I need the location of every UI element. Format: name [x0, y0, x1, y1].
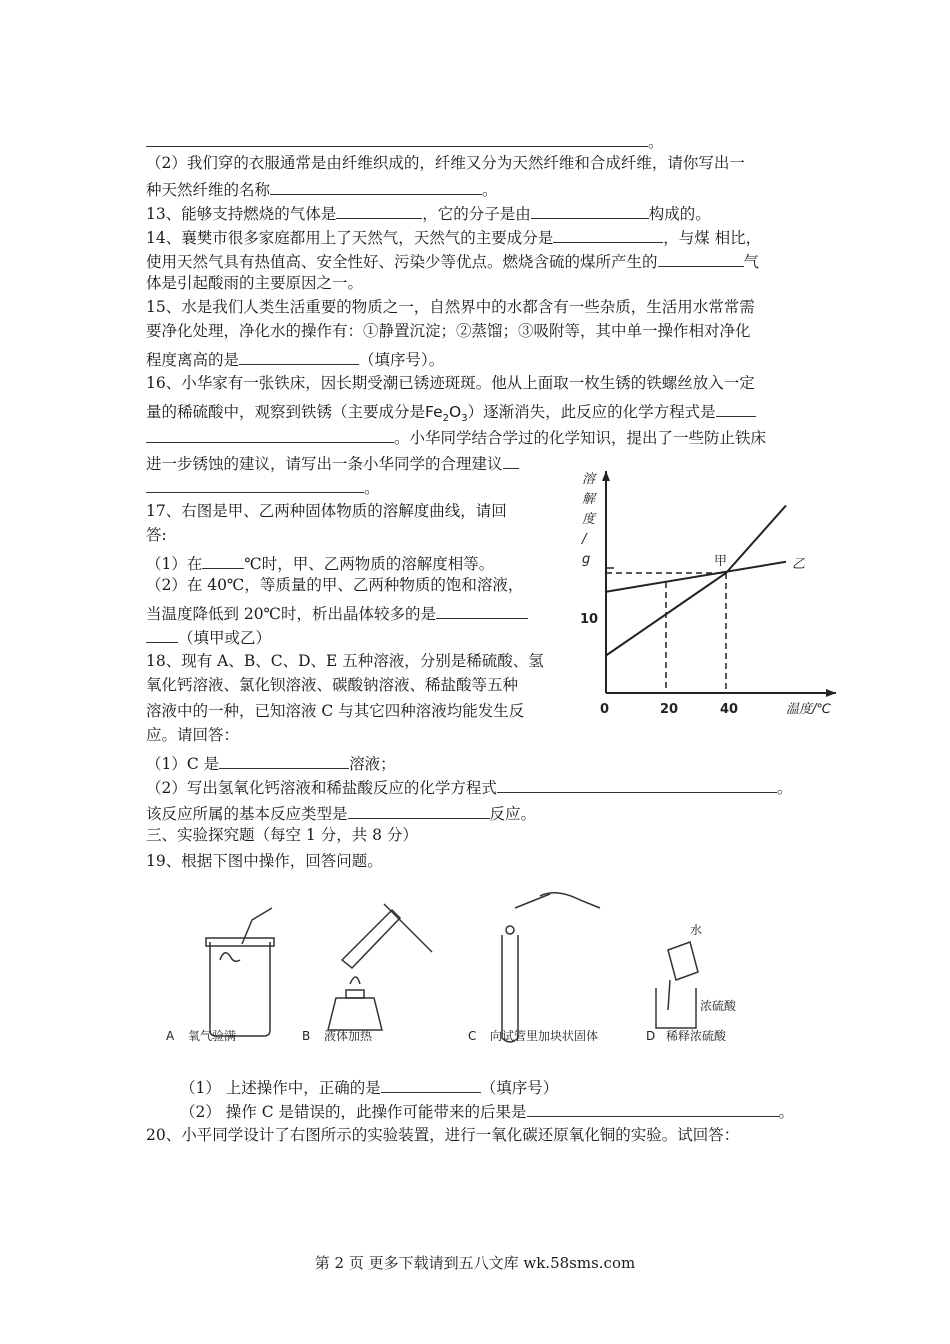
solubility-chart: [566, 463, 836, 723]
blank[interactable]: [146, 474, 364, 493]
text-line: （1）C 是 溶液；: [146, 750, 396, 775]
x-axis-label: 温度/℃: [786, 702, 831, 717]
blank[interactable]: [219, 750, 349, 769]
series-label-yi: 乙: [792, 556, 806, 572]
label-d-letter: D: [646, 1029, 656, 1043]
acid-label: 浓硫酸: [700, 999, 737, 1013]
text-line: 种天然纤维的名称 。: [146, 176, 498, 201]
y-axis-label-char: 解: [582, 492, 596, 507]
text-line: 程度离高的是 （填序号）。: [146, 346, 444, 371]
blank[interactable]: [503, 450, 519, 469]
text-line: 进一步锈蚀的建议，请写出一条小华同学的合理建议: [146, 450, 519, 475]
gas-bottle: [210, 942, 270, 1036]
question-14: 14、襄樊市很多家庭都用上了天然气，天然气的主要成分是 ，与煤 相比，: [146, 224, 761, 249]
text-line: 氧化钙溶液、氯化钡溶液、碳酸钠溶液、稀盐酸等五种: [146, 676, 519, 694]
text-line: 溶液中的一种，已知溶液 C 与其它四种溶液均能发生反: [146, 702, 525, 720]
question-19-1: （1） 上述操作中，正确的是 （填序号）: [180, 1074, 558, 1099]
pour-stream: [668, 980, 670, 1010]
flame: [350, 977, 360, 984]
text-line: （2）我们穿的衣服通常是由纤维织成的，纤维又分为天然纤维和合成纤维，请你写出一: [146, 154, 745, 172]
text-line: 当温度降低到 20℃时，析出晶体较多的是: [146, 600, 528, 625]
series-label-jia: 甲: [714, 554, 728, 569]
blank[interactable]: [436, 600, 528, 619]
label-c-letter: C: [468, 1029, 477, 1043]
blank[interactable]: [553, 224, 663, 243]
question-16: 16、小华家有一张铁床，因长期受潮已锈迹斑斑。他从上面取一枚生锈的铁螺丝放入一定: [146, 374, 755, 392]
page-footer: 第 2 页 更多下载请到五八文库 wk.58sms.com: [314, 1254, 636, 1272]
text-line: （1）在 ℃时，甲、乙两物质的溶解度相等。: [146, 550, 494, 575]
question-15: 15、水是我们人类生活重要的物质之一，自然界中的水都含有一些杂质，生活用水常常需: [146, 298, 755, 316]
blank[interactable]: [146, 128, 648, 147]
blank[interactable]: [270, 176, 482, 195]
lamp-wick: [346, 990, 364, 998]
question-18: 18、现有 A、B、C、D、E 五种溶液，分别是稀硫酸、氢: [146, 652, 544, 670]
test-tube: [342, 910, 400, 968]
y-axis-label-char: /: [582, 532, 587, 547]
beaker: [656, 988, 696, 1028]
glowing-splint: [220, 953, 240, 962]
blank[interactable]: [658, 248, 744, 267]
blank[interactable]: [497, 774, 777, 793]
y-axis-label-char: 溶: [582, 472, 596, 487]
text-line: （2）写出氢氧化钙溶液和稀盐酸反应的化学方程式 。: [146, 774, 792, 799]
blank[interactable]: [239, 346, 359, 365]
question-13: 13、能够支持燃烧的气体是 ，它的分子是由 构成的。: [146, 200, 711, 225]
alcohol-lamp: [328, 998, 382, 1030]
text-line: （2）在 40℃，等质量的甲、乙两种物质的饱和溶液，: [146, 576, 524, 594]
text-line: 答:: [146, 526, 167, 544]
pouring-vessel: [668, 942, 698, 980]
blank[interactable]: [202, 550, 244, 569]
text-line: （填甲或乙）: [146, 624, 271, 649]
x-tick-label: 0: [600, 702, 610, 717]
x-tick-label: 40: [720, 702, 739, 717]
blank[interactable]: [531, 200, 649, 219]
text-line: 应。请回答：: [146, 726, 240, 744]
y-axis-label-char: 度: [582, 512, 596, 527]
label-b: 液体加热: [324, 1029, 373, 1043]
x-tick-label: 20: [660, 702, 679, 717]
question-19-2: （2） 操作 C 是错误的，此操作可能带来的后果是 。: [180, 1098, 794, 1123]
label-a-letter: A: [166, 1029, 175, 1043]
operation-a-illustration: [206, 908, 274, 1036]
operation-b-illustration: [328, 904, 432, 1030]
label-b-letter: B: [302, 1029, 311, 1043]
text-line: 使用天然气具有热值高、安全性好、污染少等优点。燃烧含硫的煤所产生的 气: [146, 248, 759, 273]
water-label: 水: [690, 923, 703, 937]
text-line: 。小华同学结合学过的化学知识，提出了一些防止铁床: [146, 424, 766, 449]
blank[interactable]: [527, 1098, 779, 1117]
blank[interactable]: [381, 1074, 481, 1093]
question-17: 17、右图是甲、乙两种固体物质的溶解度曲线，请回: [146, 502, 507, 520]
question-19: 19、根据下图中操作，回答问题。: [146, 852, 383, 870]
tweezers: [515, 894, 550, 908]
blank[interactable]: [336, 200, 422, 219]
vertical-test-tube: [502, 935, 518, 1042]
operation-c-illustration: [502, 893, 600, 1042]
text-line: 要净化处理，净化水的操作有：①静置沉淀；②蒸馏；③吸附等，其中单一操作相对净化: [146, 322, 751, 340]
blank[interactable]: [146, 424, 394, 443]
section-heading: 三、实验探究题（每空 1 分，共 8 分）: [146, 826, 418, 844]
glass-plate: [206, 938, 274, 946]
answer-line-1: 。: [146, 128, 664, 153]
text-line: 该反应所属的基本反应类型是 反应。: [146, 800, 536, 825]
label-d: 稀释浓硫酸: [666, 1029, 727, 1043]
y-tick-label: 10: [580, 612, 599, 627]
solid-block: [506, 926, 514, 934]
label-a: 氧气验满: [188, 1029, 237, 1043]
lab-operations-figure: [160, 890, 760, 1050]
label-c: 向试管里加块状固体: [490, 1029, 599, 1043]
blank[interactable]: [716, 398, 756, 417]
operation-d-illustration: [656, 942, 698, 1028]
blank[interactable]: [146, 624, 178, 643]
text-line: 。: [146, 474, 380, 499]
text-line: 量的稀硫酸中，观察到铁锈（主要成分是$Fe_2O_3$）逐渐消失，此反应的化学方程式是: [146, 398, 756, 430]
blank[interactable]: [348, 800, 490, 819]
text-line: 体是引起酸雨的主要原因之一。: [146, 274, 364, 292]
question-20: 20、小平同学设计了右图所示的实验装置，进行一氧化碳还原氧化铜的实验。试回答：: [146, 1126, 740, 1144]
y-axis-label-char: g: [582, 552, 591, 567]
